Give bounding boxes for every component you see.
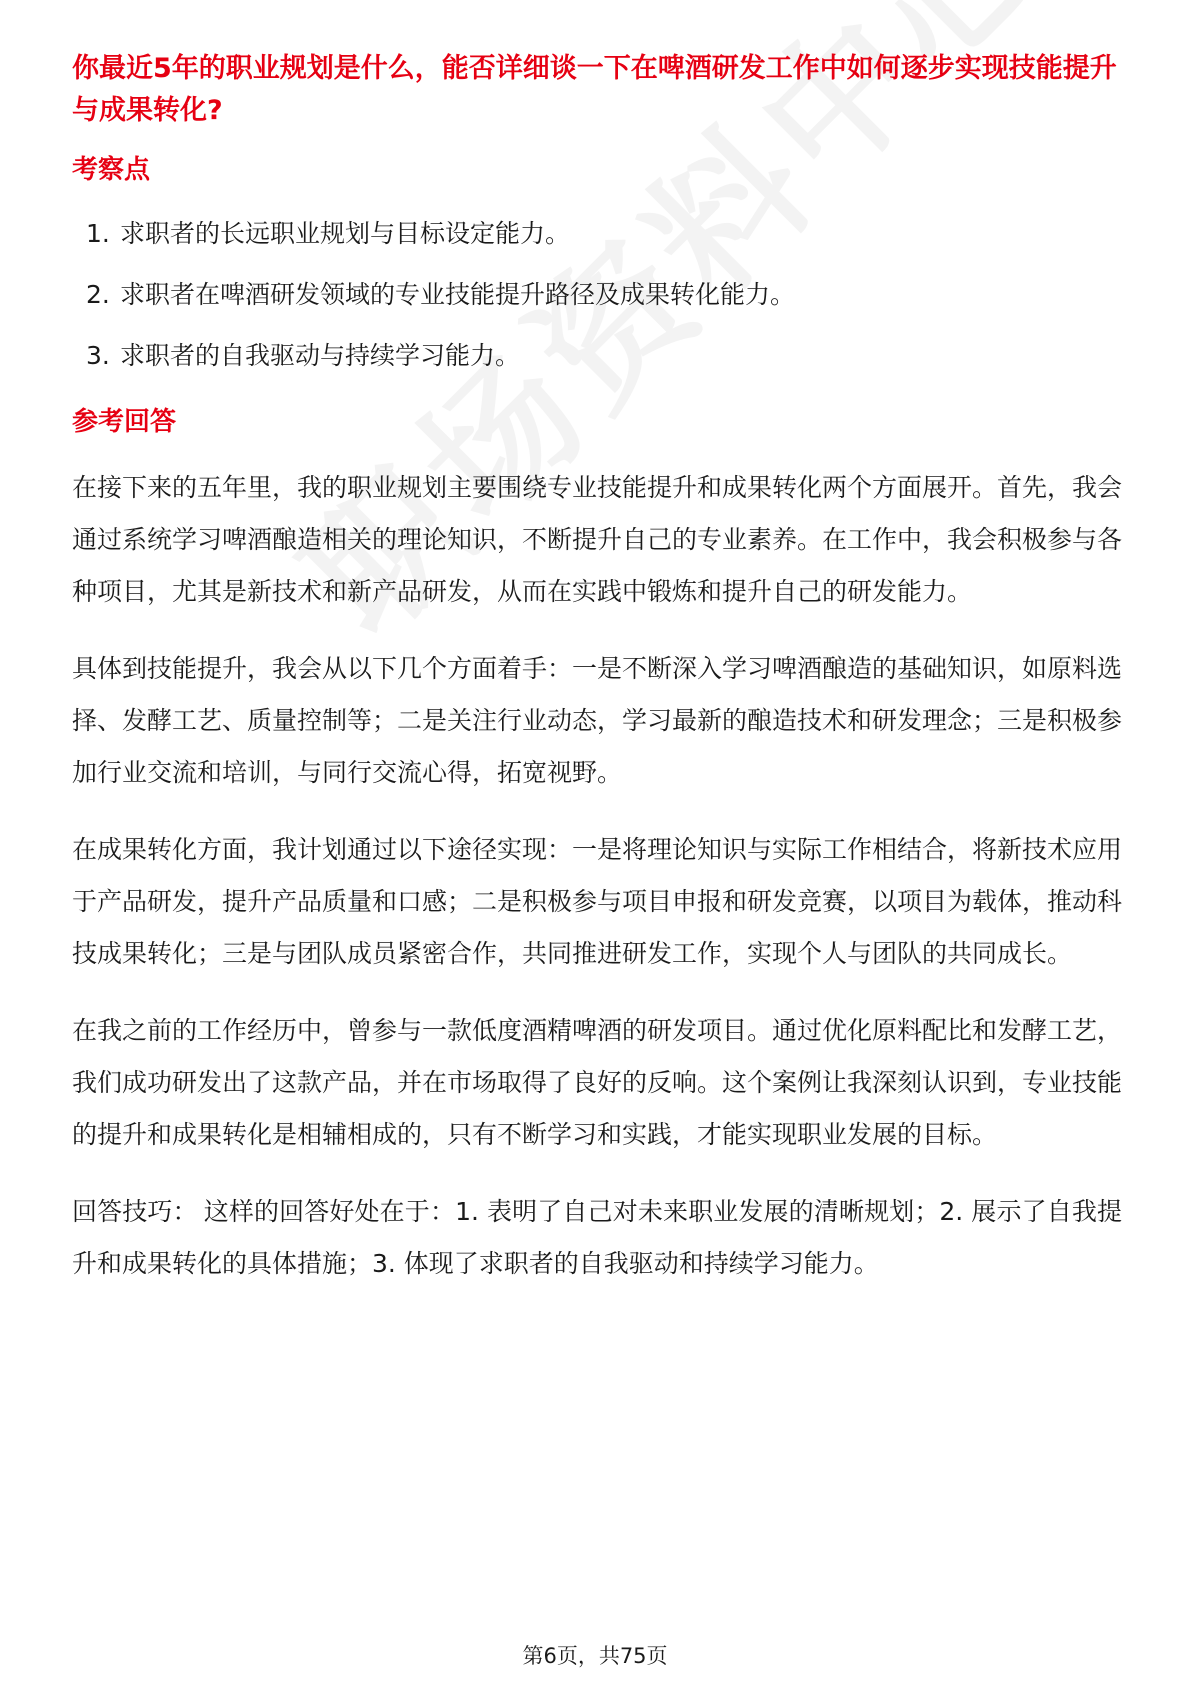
list-text: 求职者在啤酒研发领域的专业技能提升路径及成果转化能力。 xyxy=(120,280,796,309)
answer-paragraph: 在接下来的五年里，我的职业规划主要围绕专业技能提升和成果转化两个方面展开。首先，我会通过系统学习啤酒酿造相关的理论知识，不断提升自己的专业素养。在工作中，我会积极参与各种项目，尤其是新技术和新产品研发，从而在实践中锻炼和提升自己的研发能力。 xyxy=(72,473,1123,606)
page-number: 第6页，共75页 xyxy=(522,1644,668,1668)
points-list xyxy=(72,216,1122,374)
answer-title: 参考回答 xyxy=(72,407,177,437)
list-text: 求职者的自我驱动与持续学习能力。 xyxy=(120,341,521,370)
list-number: 2. xyxy=(86,280,110,309)
list-item xyxy=(86,216,1122,252)
list-item xyxy=(86,338,1122,374)
list-text: 求职者的长远职业规划与目标设定能力。 xyxy=(120,219,571,248)
list-number: 1. xyxy=(86,219,110,248)
tips-text: 这样的回答好处在于：1. 表明了自己对未来职业发展的清晰规划；2. 展示了自我提升和成果转化的具体措施；3. 体现了求职者的自我驱动和持续学习能力。 xyxy=(72,1197,1122,1278)
points-title: 考察点 xyxy=(72,155,151,185)
tips-paragraph xyxy=(72,1186,1122,1290)
document-page xyxy=(72,48,1122,1315)
answer-paragraph: 在我之前的工作经历中，曾参与一款低度酒精啤酒的研发项目。通过优化原料配比和发酵工艺，我们成功研发出了这款产品，并在市场取得了良好的反响。这个案例让我深刻认识到，专业技能的提升和成果转化是相辅相成的，只有不断学习和实践，才能实现职业发展的目标。 xyxy=(72,1016,1123,1149)
list-number: 3. xyxy=(86,341,110,370)
tips-label: 回答技巧： xyxy=(72,1197,198,1226)
list-item xyxy=(86,277,1122,313)
question-heading: 你最近5年的职业规划是什么，能否详细谈一下在啤酒研发工作中如何逐步实现技能提升与成果转化? xyxy=(72,53,1117,126)
answer-paragraph: 在成果转化方面，我计划通过以下途径实现：一是将理论知识与实际工作相结合，将新技术应用于产品研发，提升产品质量和口感；二是积极参与项目申报和研发竞赛，以项目为载体，推动科技成果转化；三是与团队成员紧密合作，共同推进研发工作，实现个人与团队的共同成长。 xyxy=(72,835,1123,968)
answer-paragraph: 具体到技能提升，我会从以下几个方面着手：一是不断深入学习啤酒酿造的基础知识，如原料选择、发酵工艺、质量控制等；二是关注行业动态，学习最新的酿造技术和研发理念；三是积极参加行业交流和培训，与同行交流心得，拓宽视野。 xyxy=(72,654,1123,787)
